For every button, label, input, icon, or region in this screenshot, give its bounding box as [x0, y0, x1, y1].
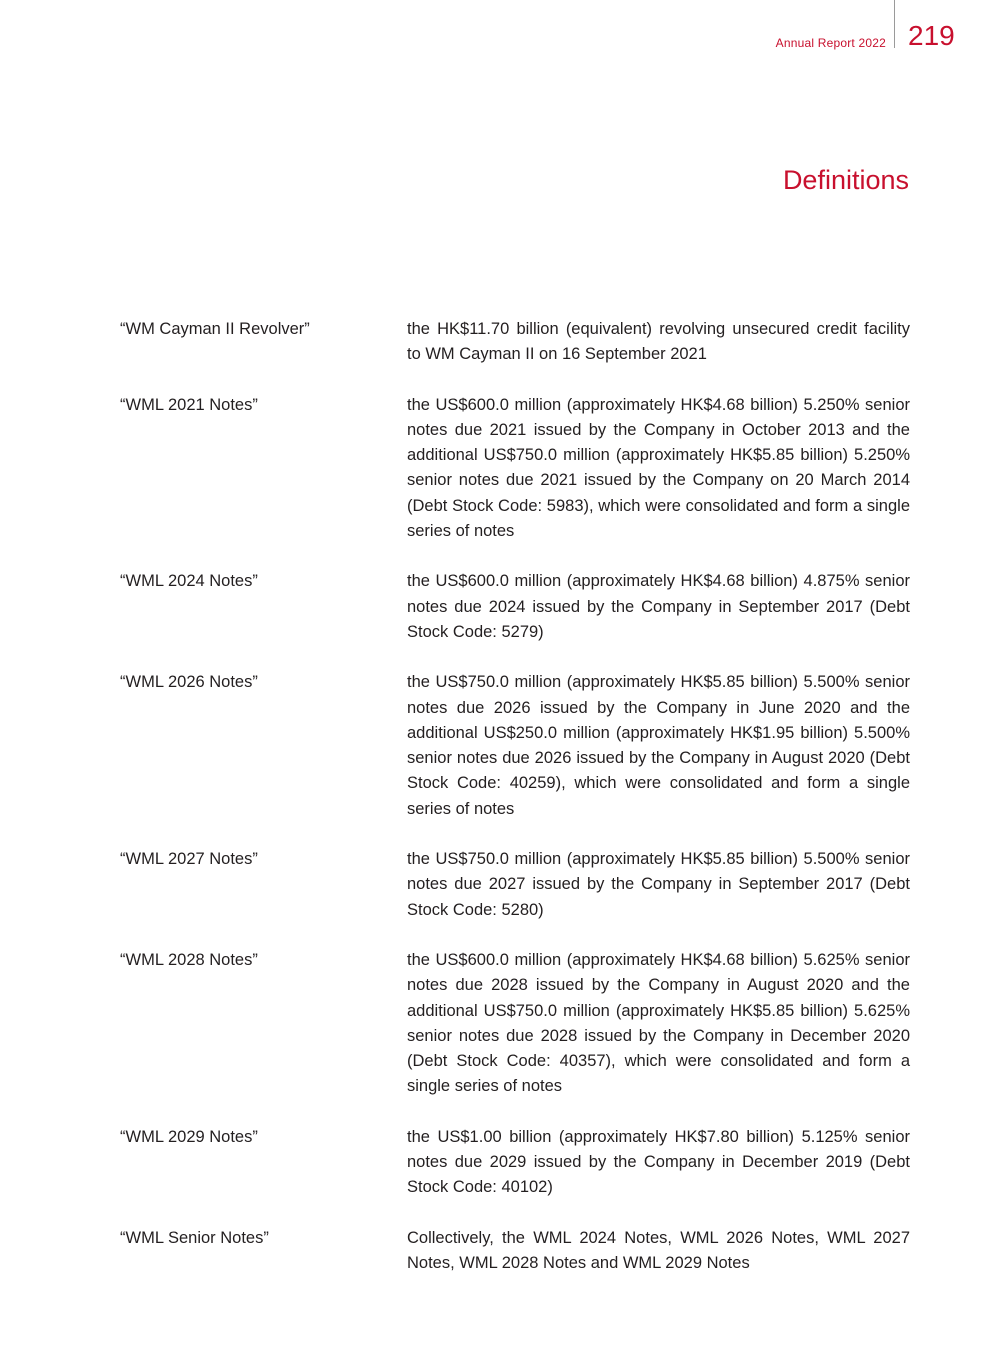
definition-row — [120, 1226, 910, 1277]
definition-row — [120, 670, 910, 822]
definition-term: “WML 2028 Notes” — [120, 950, 258, 969]
definitions-list — [120, 317, 910, 1301]
report-label: Annual Report 2022 — [775, 36, 886, 50]
definition-meaning: the US$600.0 million (approximately HK$4.68 billion) 4.875% senior notes due 2024 issued by the Company in September 2017 (Debt Stock Code: 5279) — [407, 572, 910, 641]
definition-row — [120, 569, 910, 645]
header-divider — [894, 0, 895, 48]
definition-meaning: the US$600.0 million (approximately HK$4.68 billion) 5.625% senior notes due 2028 issued by the Company in August 2020 and the additional US$750.0 million (approximately HK$5.85 billion) 5.625% senior notes due 2028 issued by the Company in December 2020 (Debt Stock Code: 40357), which were consolidated and form a single series of notes — [407, 950, 910, 1096]
definition-row — [120, 847, 910, 923]
definition-meaning: the US$600.0 million (approximately HK$4.68 billion) 5.250% senior notes due 2021 issued by the Company in October 2013 and the additional US$750.0 million (approximately HK$5.85 billion) 5.250% senior notes due 2021 issued by the Company on 20 March 2014 (Debt Stock Code: 5983), which were consolidated and form a single series of notes — [407, 395, 910, 541]
definition-row — [120, 317, 910, 368]
definition-term: “WML 2026 Notes” — [120, 673, 258, 692]
definition-meaning: the US$750.0 million (approximately HK$5.85 billion) 5.500% senior notes due 2026 issued by the Company in June 2020 and the additional US$250.0 million (approximately HK$1.95 billion) 5.500% senior notes due 2026 issued by the Company in August 2020 (Debt Stock Code: 40259), which were consolidated and form a single series of notes — [407, 673, 910, 818]
page-title: Definitions — [782, 165, 909, 195]
definition-meaning: the HK$11.70 billion (equivalent) revolving unsecured credit facility to WM Cayman II on 16 September 2021 — [407, 320, 910, 364]
definition-row — [120, 1125, 910, 1201]
definition-term: “WML 2029 Notes” — [120, 1127, 258, 1146]
definition-row — [120, 948, 910, 1100]
definition-row — [120, 393, 910, 545]
definition-meaning: the US$750.0 million (approximately HK$5.85 billion) 5.500% senior notes due 2027 issued by the Company in September 2017 (Debt Stock Code: 5280) — [407, 850, 910, 919]
definition-meaning: the US$1.00 billion (approximately HK$7.80 billion) 5.125% senior notes due 2029 issued by the Company in December 2019 (Debt Stock Code: 40102) — [407, 1127, 910, 1197]
definition-term: “WML Senior Notes” — [120, 1228, 269, 1247]
definition-term: “WM Cayman II Revolver” — [120, 320, 310, 338]
page-number: 219 — [908, 20, 955, 51]
definition-term: “WML 2021 Notes” — [120, 395, 258, 414]
definition-meaning: Collectively, the WML 2024 Notes, WML 2026 Notes, WML 2027 Notes, WML 2028 Notes and WML 2029 Notes — [407, 1228, 910, 1272]
definition-term: “WML 2024 Notes” — [120, 572, 258, 591]
definition-term: “WML 2027 Notes” — [120, 850, 258, 869]
